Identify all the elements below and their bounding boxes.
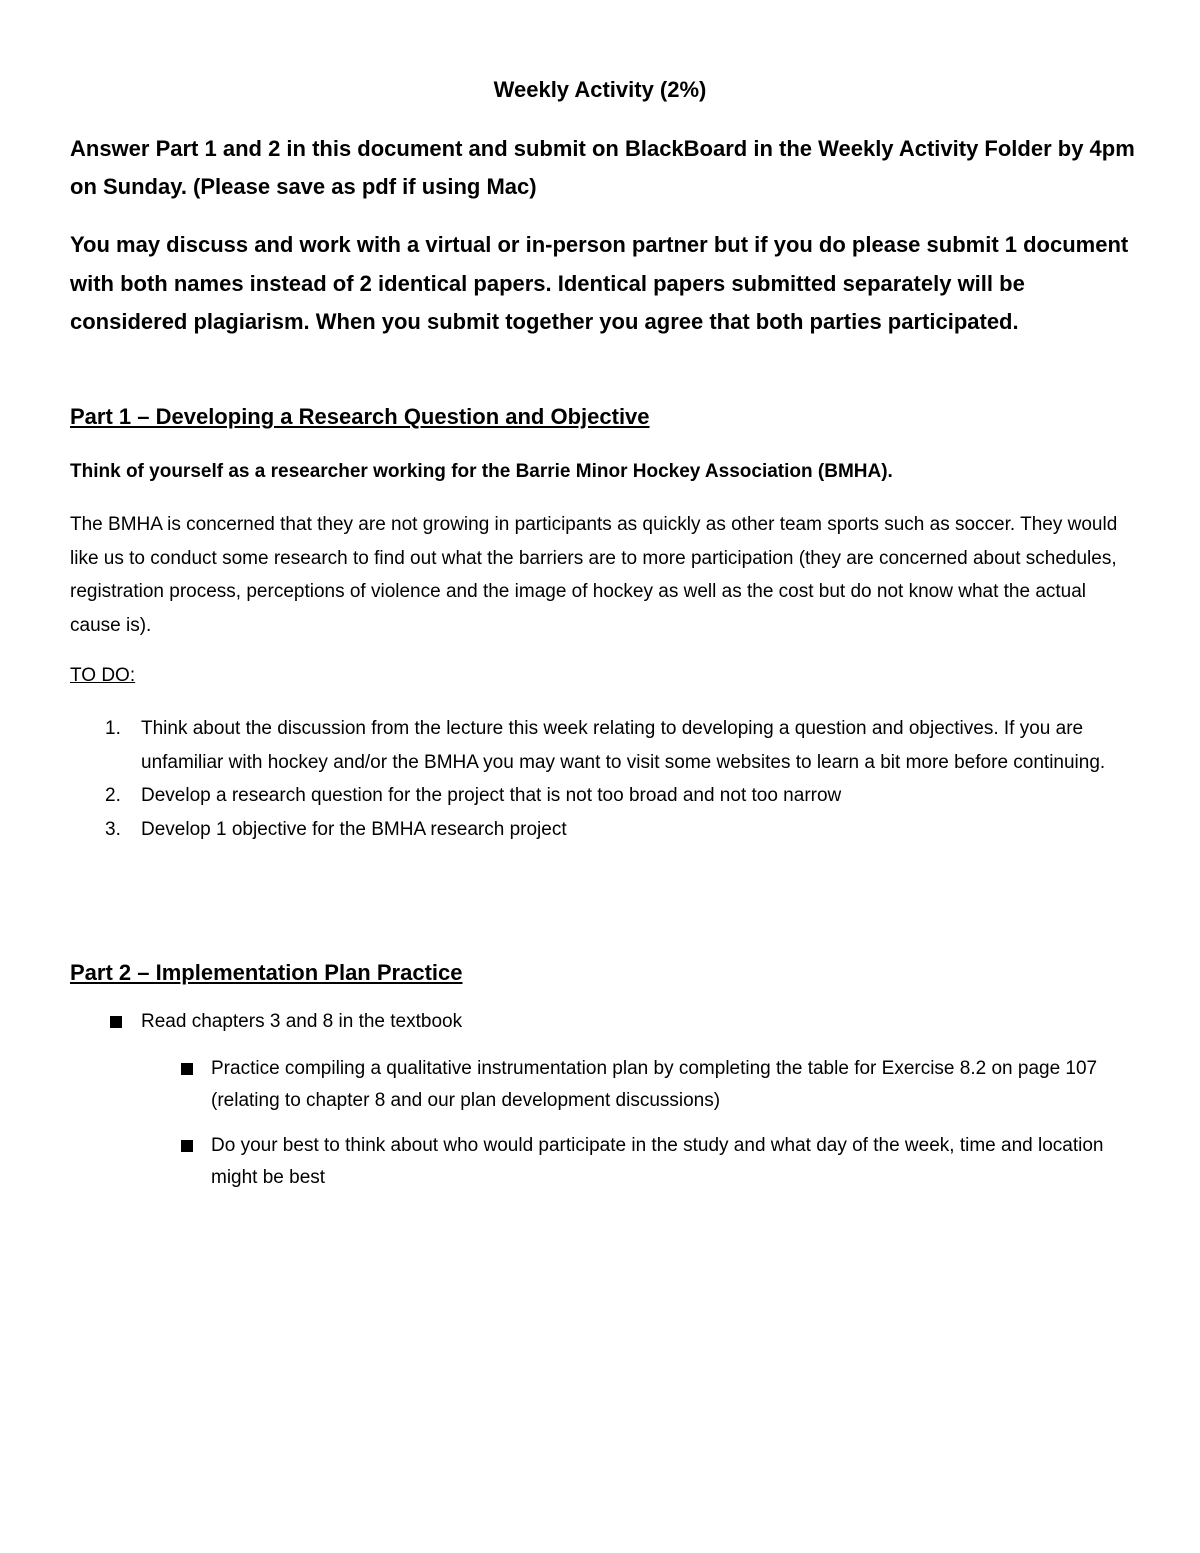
list-item xyxy=(70,813,1140,847)
list-item-text: Think about the discussion from the lecture this week relating to developing a question and objectives. If you are unfamiliar with hockey and/or the BMHA you may want to visit some websites to learn a bit more before continuing. xyxy=(141,718,1106,773)
document-title: Weekly Activity (2%) xyxy=(493,77,707,102)
list-number: 2. xyxy=(105,785,121,806)
square-bullet-icon xyxy=(181,1063,193,1075)
part1-paragraph: The BMHA is concerned that they are not growing in participants as quickly as other team sports such as soccer. They would like us to conduct some research to find out what the barriers are to more participation (they are concerned about schedules, registration process, perceptions of violence and the image of hockey as well as the cost but do not know what the actual cause is). xyxy=(70,514,1118,636)
part1-lead: Think of yourself as a researcher working for the Barrie Minor Hockey Association (BMHA). xyxy=(70,461,893,482)
list-number: 3. xyxy=(105,818,121,840)
list-item-text: Develop a research question for the project that is not too broad and not too narrow xyxy=(141,785,842,806)
list-item xyxy=(70,712,1140,779)
part2-sub-bullet-list xyxy=(141,1053,1140,1207)
list-item-text: Read chapters 3 and 8 in the textbook xyxy=(141,1011,463,1032)
list-number: 1. xyxy=(105,718,121,739)
part2-bullet-list xyxy=(70,1006,1140,1038)
list-item xyxy=(141,1130,1140,1194)
part1-heading: Part 1 – Developing a Research Question and Objective xyxy=(70,404,650,429)
list-item-text: Practice compiling a qualitative instrumentation plan by completing the table for Exercise 8.2 on page 107 (relating to chapter 8 and our plan development discussions) xyxy=(211,1058,1098,1111)
square-bullet-icon xyxy=(181,1140,193,1152)
list-item-text: Develop 1 objective for the BMHA research project xyxy=(141,818,567,840)
list-item xyxy=(70,1006,1140,1038)
part2-heading: Part 2 – Implementation Plan Practice xyxy=(70,960,463,985)
list-item xyxy=(70,779,1140,813)
submission-instructions: Answer Part 1 and 2 in this document and submit on BlackBoard in the Weekly Activity Folder by 4pm on Sunday. (Please save as pdf if using Mac) xyxy=(70,136,1135,199)
list-item-text: Do your best to think about who would participate in the study and what day of the week, time and location might be best xyxy=(211,1135,1104,1188)
partner-policy: You may discuss and work with a virtual or in-person partner but if you do please submit 1 document with both names instead of 2 identical papers. Identical papers submitted separately will be considered plagiarism. When you submit together you agree that both parties participated. xyxy=(70,232,1129,334)
list-item xyxy=(141,1053,1140,1117)
todo-list xyxy=(70,712,1140,846)
square-bullet-icon xyxy=(110,1016,122,1028)
todo-label: TO DO: xyxy=(70,665,136,686)
